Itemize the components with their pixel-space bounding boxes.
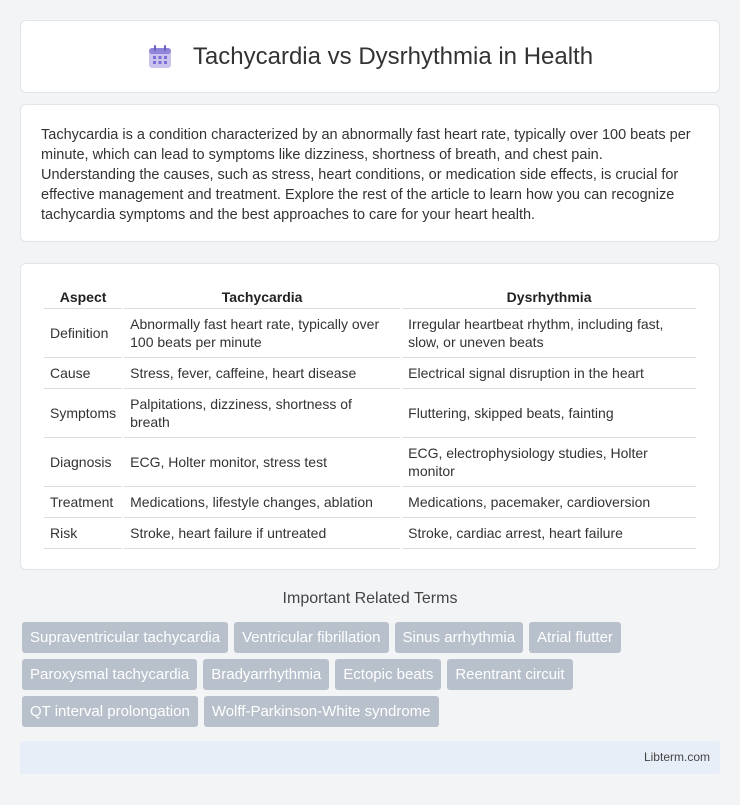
row-tachycardia: Stroke, heart failure if untreated xyxy=(124,518,400,549)
footer xyxy=(20,741,720,774)
row-aspect: Symptoms xyxy=(44,389,122,438)
table-row xyxy=(44,358,696,389)
row-dysrhythmia: Medications, pacemaker, cardioversion xyxy=(402,487,696,518)
footer-site-link[interactable]: Libterm.com xyxy=(643,750,710,764)
header-dysrhythmia: Dysrhythmia xyxy=(402,284,696,309)
row-aspect: Cause xyxy=(44,358,122,389)
row-tachycardia: Stress, fever, caffeine, heart disease xyxy=(124,358,400,389)
title-card xyxy=(20,20,720,93)
intro-text: Tachycardia is a condition characterized by an abnormally fast heart rate, typically over 100 beats per minute, which can lead to symptoms like dizziness, shortness of breath, and chest pain. Understanding the causes, such as stress, heart conditions, or medication side effects, is crucial for effective management and treatment. Explore the rest of the article to learn how you can recognize tachycardia symptoms and the best approaches to care for your heart health. xyxy=(41,127,691,223)
comparison-table xyxy=(42,284,698,549)
row-tachycardia: Abnormally fast heart rate, typically over 100 beats per minute xyxy=(124,309,400,358)
row-dysrhythmia: Electrical signal disruption in the heart xyxy=(402,358,696,389)
related-term-tag[interactable]: Sinus arrhythmia xyxy=(395,622,524,653)
related-term-tag[interactable]: Ventricular fibrillation xyxy=(234,622,388,653)
header-tachycardia: Tachycardia xyxy=(124,284,400,309)
row-aspect: Definition xyxy=(44,309,122,358)
related-term-tag[interactable]: Atrial flutter xyxy=(529,622,621,653)
header-aspect: Aspect xyxy=(44,284,122,309)
row-aspect: Risk xyxy=(44,518,122,549)
table-row xyxy=(44,518,696,549)
related-term-tag[interactable]: QT interval prolongation xyxy=(22,696,198,727)
row-dysrhythmia: Irregular heartbeat rhythm, including fast, slow, or uneven beats xyxy=(402,309,696,358)
related-term-tag[interactable]: Wolff-Parkinson-White syndrome xyxy=(204,696,439,727)
page-title: Tachycardia vs Dysrhythmia in Health xyxy=(192,42,594,70)
calendar-grid-icon xyxy=(147,44,173,70)
row-dysrhythmia: Stroke, cardiac arrest, heart failure xyxy=(402,518,696,549)
row-tachycardia: Medications, lifestyle changes, ablation xyxy=(124,487,400,518)
related-term-tag[interactable]: Reentrant circuit xyxy=(447,659,572,690)
row-aspect: Treatment xyxy=(44,487,122,518)
table-row xyxy=(44,438,696,487)
row-tachycardia: Palpitations, dizziness, shortness of breath xyxy=(124,389,400,438)
related-terms-list xyxy=(22,622,722,733)
related-term-tag[interactable]: Bradyarrhythmia xyxy=(203,659,329,690)
intro-card xyxy=(20,104,720,242)
table-row xyxy=(44,389,696,438)
related-term-tag[interactable]: Supraventricular tachycardia xyxy=(22,622,228,653)
table-row xyxy=(44,487,696,518)
related-term-tag[interactable]: Paroxysmal tachycardia xyxy=(22,659,197,690)
table-header-row xyxy=(44,284,696,309)
related-terms-title: Important Related Terms xyxy=(282,590,458,607)
comparison-card xyxy=(20,263,720,570)
related-term-tag[interactable]: Ectopic beats xyxy=(335,659,441,690)
row-dysrhythmia: Fluttering, skipped beats, fainting xyxy=(402,389,696,438)
row-aspect: Diagnosis xyxy=(44,438,122,487)
table-row xyxy=(44,309,696,358)
row-tachycardia: ECG, Holter monitor, stress test xyxy=(124,438,400,487)
row-dysrhythmia: ECG, electrophysiology studies, Holter monitor xyxy=(402,438,696,487)
